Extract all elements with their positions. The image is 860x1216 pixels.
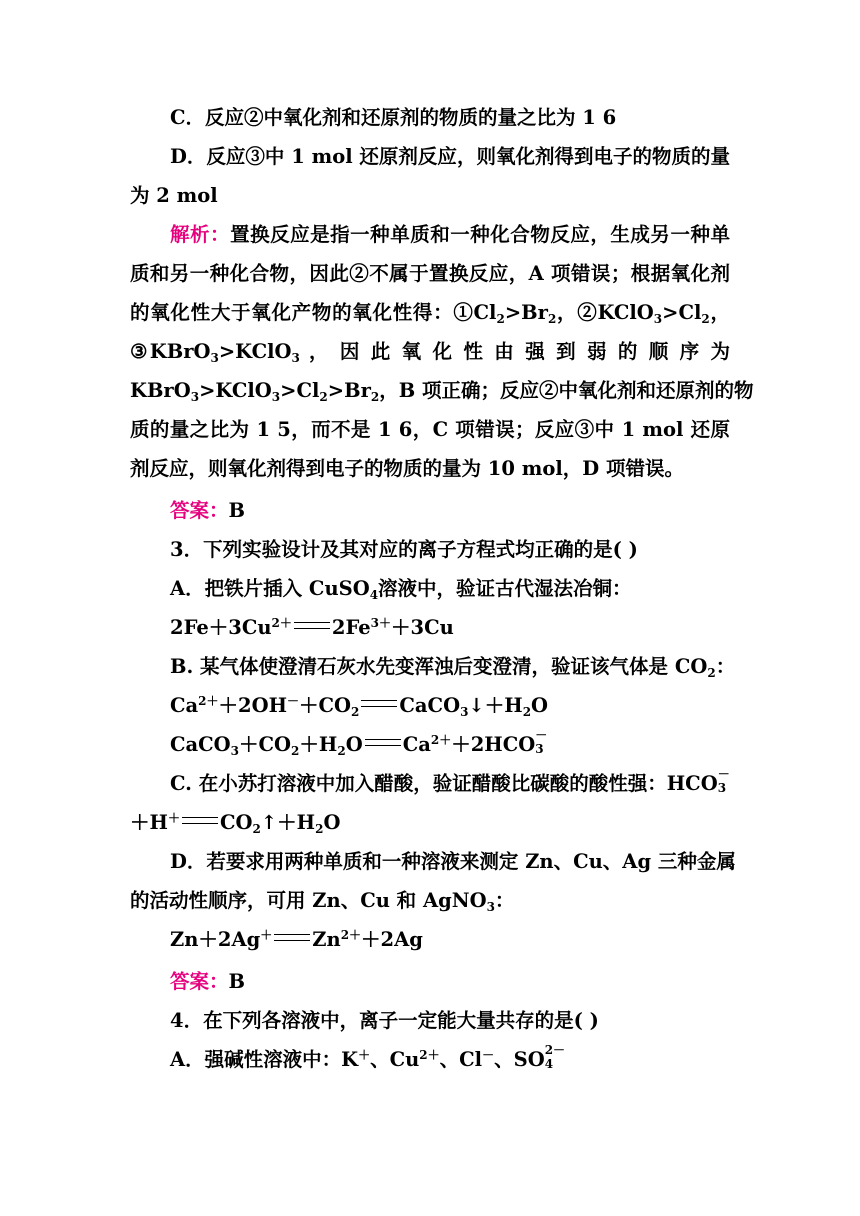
question-3-option-d-line2: 的活动性顺序，可用 Zn、Cu 和 AgNO$_3$：: [130, 889, 515, 914]
answer-2: 答案：B: [170, 970, 245, 993]
question-3-option-b: B. 某气体使澄清石灰水先变浑浊后变澄清，验证该气体是 $CO_2$：: [170, 655, 736, 680]
equation-d: Zn＋2Ag＋ $Zn^{2+}+2Ag$: [170, 928, 423, 951]
equation-b-2: $CaCO_3+CO_2+H_2O$ $Ca^{2+}+2HCO$ － 3: [170, 728, 548, 758]
question-4-stem: 4．在下列各溶液中，离子一定能大量共存的是( ): [170, 1009, 599, 1032]
answer-1: 答案：B: [170, 499, 245, 522]
analysis-line-2: 质和另一种化合物，因此②不属于置换反应，A 项错误；根据氧化剂: [130, 262, 730, 285]
analysis-line-7: 剂反应，则氧化剂得到电子的物质的量为 10 mol，D 项错误。: [130, 457, 684, 480]
analysis-line-6: 质的量之比为 1 5，而不是 1 6，C 项错误；反应③中 1 mol 还原: [130, 418, 730, 441]
equation-b-1: $Ca^{2+}+2OH^-+CO_2$ $CaCO_3↓+H_2O$: [170, 694, 549, 719]
analysis-label: 解析：: [170, 223, 231, 246]
question-4-option-a: A．强碱性溶液中：K＋、$Cu^{2+}$、Cl－、SO 2－ 4: [170, 1043, 566, 1071]
analysis-line-4: ③KBrO$_3$>KClO$_3$ ， 因 此 氧 化 性 由 强 到 弱 的 顺 序 为: [130, 340, 731, 365]
equation-c: ＋H＋ $CO_2↑+H_2O$: [130, 811, 341, 836]
analysis-line-3: 的氧化性大于氧化产物的氧化性得：$①Cl_2>Br_2$，$②KClO_3>Cl_2$，: [130, 301, 730, 326]
option-c-q2: C．反应②中氧化剂和还原剂的物质的量之比为 1 6: [170, 106, 617, 129]
analysis-line-1: 解析：置换反应是指一种单质和一种化合物反应，生成另一种单: [170, 223, 730, 246]
question-3-option-d-line1: D．若要求用两种单质和一种溶液来测定 Zn、Cu、Ag 三种金属: [170, 850, 736, 873]
question-3-stem: 3．下列实验设计及其对应的离子方程式均正确的是( ): [170, 538, 638, 561]
question-3-option-c: C. 在小苏打溶液中加入醋酸，验证醋酸比碳酸的酸性强：HCO － 3: [170, 767, 730, 795]
option-d-q2-line2: 为 2 mol: [130, 184, 218, 207]
equation-a: $2Fe+3Cu^{2+}$ $2Fe^{3+}+3Cu$: [170, 616, 454, 639]
option-d-q2-line1: D．反应③中 1 mol 还原剂反应，则氧化剂得到电子的物质的量: [170, 145, 730, 168]
analysis-line-5: $KBrO_3>KClO_3>Cl_2>Br_2$，B 项正确；反应②中氧化剂和还原剂的物: [130, 379, 754, 404]
question-3-option-a: A．把铁片插入 CuSO$_4$溶液中，验证古代湿法冶铜：: [170, 577, 632, 602]
